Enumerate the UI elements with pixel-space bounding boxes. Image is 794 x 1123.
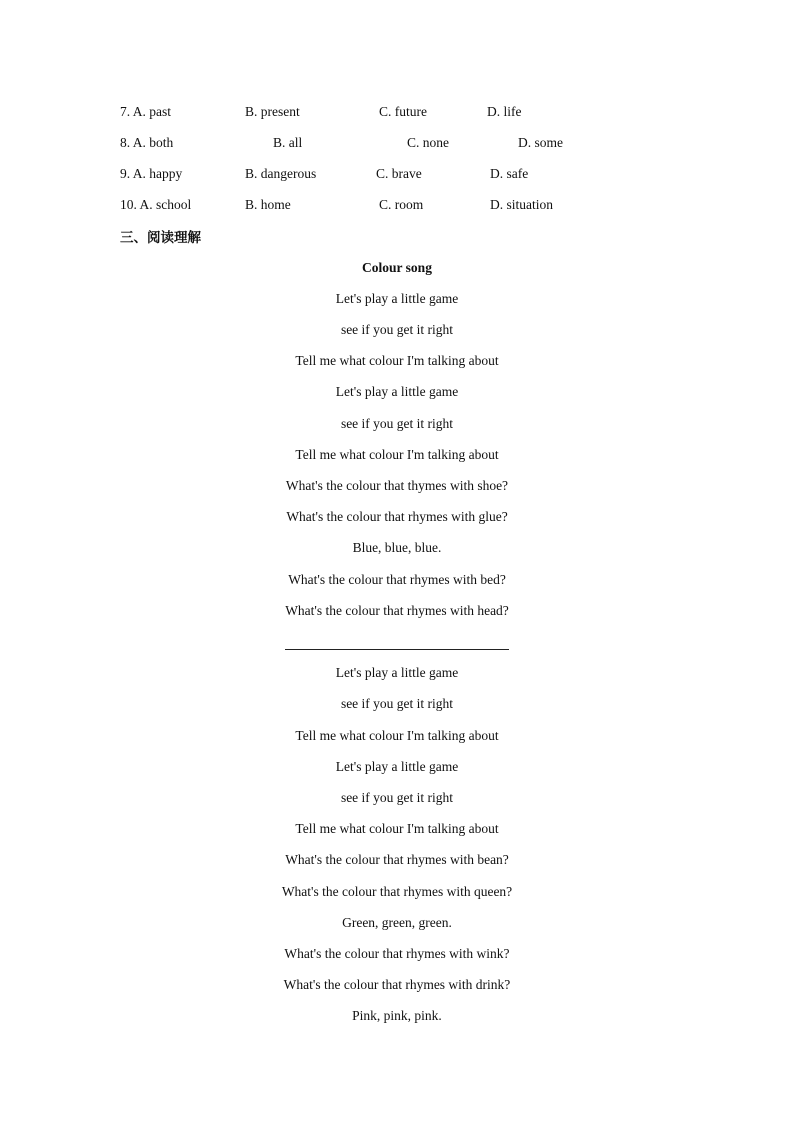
poem-line: What's the colour that rhymes with wink?	[284, 946, 510, 961]
poem-line: What's the colour that rhymes with queen?	[281, 884, 513, 899]
option-a: 8. A. both	[120, 135, 174, 150]
poem-line: see if you get it right	[340, 322, 454, 337]
poem-line: Let's play a little game	[335, 759, 459, 774]
option-d: D. some	[518, 135, 563, 150]
poem-line: Tell me what colour I'm talking about	[295, 728, 499, 743]
option-d: D. life	[487, 104, 522, 119]
poem-line: Blue, blue, blue.	[352, 540, 442, 555]
question-row-9	[0, 164, 794, 184]
option-b: B. all	[273, 135, 303, 150]
poem-line: What's the colour that rhymes with glue?	[286, 509, 508, 524]
poem-line: What's the colour that rhymes with bed?	[288, 572, 506, 587]
section-heading: 三、阅读理解	[120, 230, 201, 246]
poem-line: Let's play a little game	[335, 291, 459, 306]
poem-line: see if you get it right	[340, 416, 454, 431]
option-c: C. none	[407, 135, 449, 150]
option-a: 7. A. past	[120, 104, 172, 119]
option-c: C. future	[379, 104, 427, 119]
poem-line: Tell me what colour I'm talking about	[295, 447, 499, 462]
poem-title: Colour song	[362, 260, 432, 275]
question-row-10	[0, 195, 794, 215]
question-row-7	[0, 102, 794, 122]
poem-line: What's the colour that rhymes with bean?	[285, 852, 509, 867]
option-d: D. safe	[490, 166, 529, 181]
option-b: B. dangerous	[245, 166, 317, 181]
option-a: 9. A. happy	[120, 166, 183, 181]
poem-line: Green, green, green.	[342, 915, 452, 930]
answer-blank[interactable]	[285, 649, 509, 650]
poem-line: What's the colour that rhymes with drink?	[283, 977, 511, 992]
question-row-8	[0, 133, 794, 153]
poem-line: What's the colour that thymes with shoe?	[285, 478, 509, 493]
poem-line: see if you get it right	[340, 790, 454, 805]
poem-line: Pink, pink, pink.	[352, 1008, 442, 1023]
poem-line: Let's play a little game	[335, 665, 459, 680]
option-c: C. brave	[376, 166, 422, 181]
option-d: D. situation	[490, 197, 553, 212]
poem-line: Tell me what colour I'm talking about	[295, 353, 499, 368]
poem-line: Let's play a little game	[335, 384, 459, 399]
option-c: C. room	[379, 197, 424, 212]
poem-line: What's the colour that rhymes with head?	[285, 603, 509, 618]
option-a: 10. A. school	[120, 197, 192, 212]
poem-line: Tell me what colour I'm talking about	[295, 821, 499, 836]
poem-line: see if you get it right	[340, 696, 454, 711]
option-b: B. present	[245, 104, 300, 119]
option-b: B. home	[245, 197, 291, 212]
